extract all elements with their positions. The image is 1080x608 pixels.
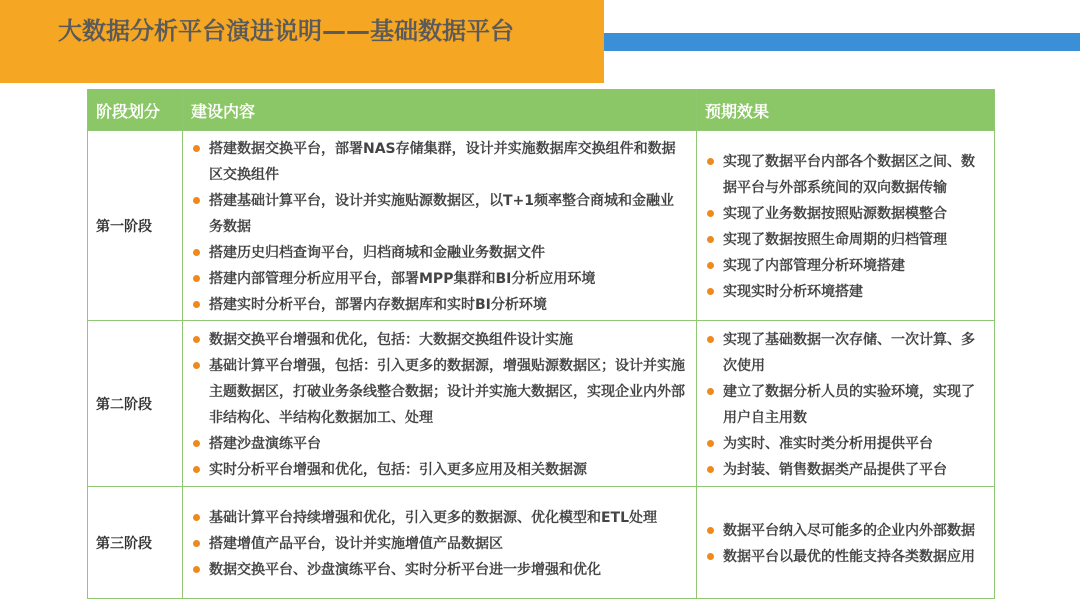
stage-cell: 第二阶段 bbox=[88, 321, 183, 487]
bullet-icon bbox=[707, 236, 714, 243]
list-item: 搭建历史归档查询平台，归档商城和金融业务数据文件 bbox=[191, 240, 688, 266]
bullet-icon bbox=[193, 336, 200, 343]
list-item: 数据交换平台增强和优化，包括：大数据交换组件设计实施 bbox=[191, 327, 688, 353]
list-item: 搭建增值产品平台，设计并实施增值产品数据区 bbox=[191, 531, 688, 557]
bullet-icon bbox=[193, 275, 200, 282]
bullet-icon bbox=[707, 527, 714, 534]
effect-cell bbox=[697, 321, 995, 487]
bullet-icon bbox=[707, 210, 714, 217]
list-item: 搭建内部管理分析应用平台，部署MPP集群和BI分析应用环境 bbox=[191, 266, 688, 292]
list-item: 数据平台纳入尽可能多的企业内外部数据 bbox=[705, 518, 986, 544]
column-header-content: 建设内容 bbox=[183, 90, 697, 131]
list-item: 搭建沙盘演练平台 bbox=[191, 431, 688, 457]
list-item: 实现实时分析环境搭建 bbox=[705, 279, 986, 305]
bullet-icon bbox=[707, 388, 714, 395]
content-cell bbox=[183, 487, 697, 599]
column-header-stage: 阶段划分 bbox=[88, 90, 183, 131]
list-item: 基础计算平台增强，包括：引入更多的数据源，增强贴源数据区；设计并实施主题数据区，打破业务条线整合数据；设计并实施大数据区，实现企业内外部非结构化、半结构化数据加工、处理 bbox=[191, 353, 688, 431]
list-item: 搭建实时分析平台，部署内存数据库和实时BI分析环境 bbox=[191, 292, 688, 318]
stage-cell: 第三阶段 bbox=[88, 487, 183, 599]
bullet-icon bbox=[193, 301, 200, 308]
column-header-effect: 预期效果 bbox=[697, 90, 995, 131]
list-item: 基础计算平台持续增强和优化，引入更多的数据源、优化模型和ETL处理 bbox=[191, 505, 688, 531]
content-cell bbox=[183, 131, 697, 321]
bullet-icon bbox=[707, 158, 714, 165]
content-cell bbox=[183, 321, 697, 487]
stage-table bbox=[87, 89, 995, 599]
bullet-icon bbox=[193, 362, 200, 369]
list-item: 实现了数据平台内部各个数据区之间、数据平台与外部系统间的双向数据传输 bbox=[705, 149, 986, 201]
bullet-icon bbox=[193, 440, 200, 447]
list-item: 为实时、准实时类分析用提供平台 bbox=[705, 431, 986, 457]
bullet-icon bbox=[193, 145, 200, 152]
effect-cell bbox=[697, 131, 995, 321]
stage-cell: 第一阶段 bbox=[88, 131, 183, 321]
bullet-icon bbox=[707, 336, 714, 343]
title-accent-bar bbox=[604, 33, 1080, 51]
bullet-icon bbox=[193, 197, 200, 204]
table-row bbox=[88, 131, 995, 321]
table-row bbox=[88, 487, 995, 599]
bullet-icon bbox=[707, 466, 714, 473]
bullet-icon bbox=[193, 514, 200, 521]
bullet-icon bbox=[707, 262, 714, 269]
list-item: 搭建基础计算平台，设计并实施贴源数据区，以T+1频率整合商城和金融业务数据 bbox=[191, 188, 688, 240]
bullet-icon bbox=[707, 440, 714, 447]
list-item: 实现了业务数据按照贴源数据模整合 bbox=[705, 201, 986, 227]
list-item: 实时分析平台增强和优化，包括：引入更多应用及相关数据源 bbox=[191, 457, 688, 483]
effect-cell bbox=[697, 487, 995, 599]
table-header-row bbox=[88, 90, 995, 131]
list-item: 为封装、销售数据类产品提供了平台 bbox=[705, 457, 986, 483]
list-item: 实现了内部管理分析环境搭建 bbox=[705, 253, 986, 279]
bullet-icon bbox=[707, 553, 714, 560]
bullet-icon bbox=[193, 566, 200, 573]
page-title: 大数据分析平台演进说明——基础数据平台 bbox=[58, 17, 514, 45]
title-block bbox=[0, 0, 604, 83]
list-item: 建立了数据分析人员的实验环境，实现了用户自主用数 bbox=[705, 379, 986, 431]
list-item: 搭建数据交换平台，部署NAS存储集群，设计并实施数据库交换组件和数据区交换组件 bbox=[191, 136, 688, 188]
bullet-icon bbox=[193, 249, 200, 256]
list-item: 数据平台以最优的性能支持各类数据应用 bbox=[705, 544, 986, 570]
table-row bbox=[88, 321, 995, 487]
list-item: 数据交换平台、沙盘演练平台、实时分析平台进一步增强和优化 bbox=[191, 557, 688, 583]
list-item: 实现了基础数据一次存储、一次计算、多次使用 bbox=[705, 327, 986, 379]
bullet-icon bbox=[707, 288, 714, 295]
bullet-icon bbox=[193, 466, 200, 473]
bullet-icon bbox=[193, 540, 200, 547]
list-item: 实现了数据按照生命周期的归档管理 bbox=[705, 227, 986, 253]
